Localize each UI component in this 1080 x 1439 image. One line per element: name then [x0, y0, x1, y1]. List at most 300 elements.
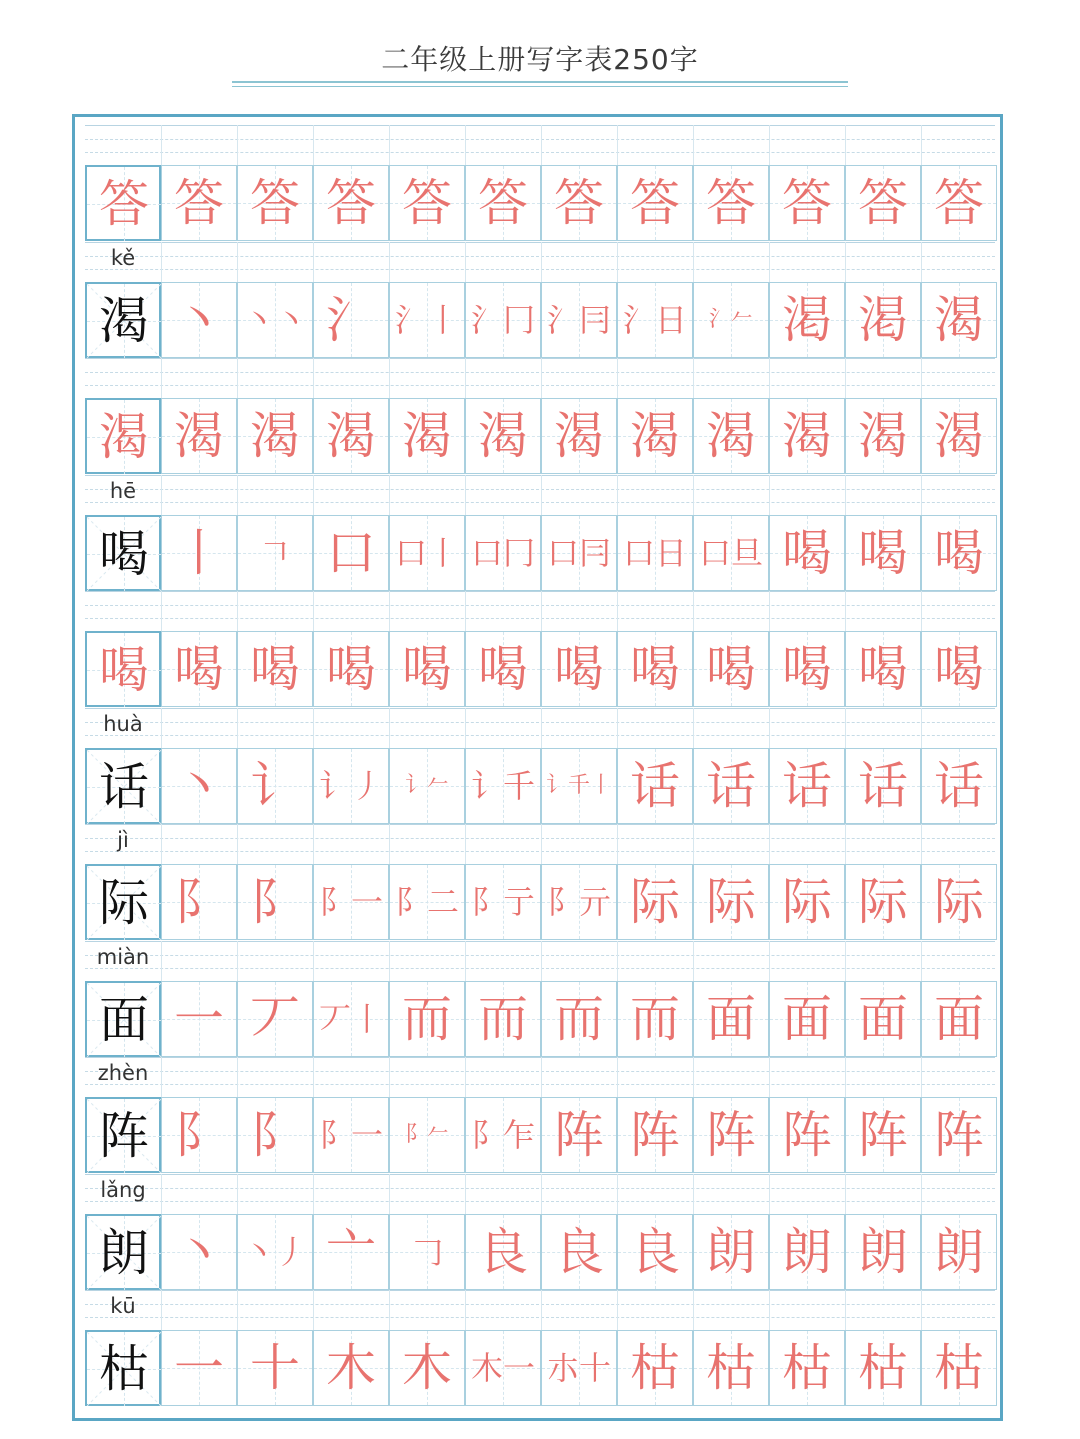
stroke-order-cell: [617, 1097, 693, 1173]
pinyin-divider: [389, 1174, 390, 1214]
pinyin-divider: [465, 1057, 466, 1097]
stroke-order-cell: [389, 282, 465, 358]
stroke-step-character: 际: [706, 873, 756, 931]
pinyin-divider: [845, 475, 846, 515]
stroke-step-character: 渇: [782, 290, 832, 349]
stroke-order-cell: [161, 515, 237, 591]
stroke-step-character: 木一: [470, 1349, 535, 1387]
pinyin-guide-line: [85, 824, 995, 825]
pinyin-divider: [693, 242, 694, 282]
stroke-step-character: 答: [402, 174, 452, 232]
stroke-step-character: 渴: [934, 290, 984, 349]
stroke-step-character: 氵丨: [394, 300, 459, 339]
stroke-step-character: 氵: [326, 290, 376, 349]
pinyin-guide-line: [85, 1201, 995, 1202]
stroke-step-character: 丶丿: [242, 1232, 307, 1271]
pinyin-divider: [921, 708, 922, 748]
pinyin-divider: [389, 591, 390, 631]
stroke-order-cell: [237, 398, 313, 474]
stroke-order-cell: [161, 398, 237, 474]
stroke-order-cell: [921, 748, 997, 824]
stroke-step-character: 朗: [706, 1222, 756, 1281]
stroke-order-cell: [693, 515, 769, 591]
model-character: 话: [99, 757, 149, 816]
model-character-cell: [85, 1097, 161, 1173]
stroke-order-cell: [921, 981, 997, 1057]
stroke-order-cell: [237, 1330, 313, 1406]
stroke-order-cell: [389, 515, 465, 591]
pinyin-divider: [237, 941, 238, 981]
pinyin-divider: [313, 1057, 314, 1097]
stroke-order-cell: [845, 1097, 921, 1173]
pinyin-divider: [769, 475, 770, 515]
stroke-order-cell: [465, 1330, 541, 1406]
stroke-order-cell: [617, 1330, 693, 1406]
stroke-order-cell: [693, 398, 769, 474]
pinyin-divider: [313, 1290, 314, 1330]
stroke-step-character: 亠: [326, 1222, 376, 1281]
pinyin-guide-line: [85, 1071, 995, 1072]
stroke-order-cell: [617, 1214, 693, 1290]
stroke-step-character: 丶: [174, 756, 224, 815]
pinyin-divider: [389, 824, 390, 864]
pinyin-divider: [541, 1057, 542, 1097]
pinyin-divider: [161, 1290, 162, 1330]
stroke-order-cell: [845, 981, 921, 1057]
model-character: 际: [99, 874, 149, 932]
pinyin-divider: [389, 708, 390, 748]
stroke-order-cell: [541, 748, 617, 824]
pinyin-guide-line: [85, 125, 995, 126]
pinyin-divider: [237, 125, 238, 165]
pinyin-divider: [693, 1290, 694, 1330]
stroke-step-character: 答: [250, 174, 300, 232]
model-character-cell: [85, 981, 161, 1057]
stroke-step-character: 阵: [630, 1106, 680, 1164]
pinyin-guide: [85, 242, 995, 282]
stroke-order-cell: [237, 282, 313, 358]
stroke-order-cell: [313, 515, 389, 591]
model-character-cell: [85, 1214, 161, 1290]
pinyin-divider: [769, 358, 770, 398]
pinyin-divider: [237, 1290, 238, 1330]
stroke-step-character: 枯: [630, 1339, 680, 1397]
stroke-order-cell: [161, 1097, 237, 1173]
pinyin-guide-line: [85, 605, 995, 606]
stroke-order-cell: [845, 515, 921, 591]
stroke-step-character: 阝: [250, 873, 300, 931]
pinyin-divider: [541, 242, 542, 282]
pinyin-label: zhèn: [97, 1061, 149, 1085]
pinyin-divider: [161, 125, 162, 165]
stroke-order-cell: [769, 1214, 845, 1290]
pinyin-guide-line: [85, 1084, 995, 1085]
stroke-order-cell: [845, 398, 921, 474]
stroke-step-character: 话: [630, 756, 680, 815]
stroke-order-cell: [465, 1214, 541, 1290]
stroke-step-character: 丆丨: [318, 999, 383, 1038]
stroke-order-cell: [541, 631, 617, 707]
pinyin-guide-line: [85, 256, 995, 257]
pinyin-divider: [693, 1174, 694, 1214]
pinyin-divider: [769, 1057, 770, 1097]
stroke-step-character: 良: [478, 1222, 528, 1281]
pinyin-divider: [465, 708, 466, 748]
stroke-step-character: 𠃍: [258, 533, 291, 572]
stroke-step-character: 际: [630, 873, 680, 931]
model-character: 朗: [99, 1223, 149, 1282]
stroke-step-character: 丶: [174, 1222, 224, 1281]
pinyin-divider: [161, 708, 162, 748]
stroke-step-character: 阝: [174, 1106, 224, 1164]
pinyin-divider: [845, 591, 846, 631]
model-character-cell: [85, 748, 161, 824]
title-underline-thin: [232, 86, 848, 87]
stroke-order-cell: [313, 165, 389, 241]
stroke-order-cell: [313, 1330, 389, 1406]
stroke-step-character: 喝: [858, 640, 908, 698]
model-character: 答: [99, 175, 149, 233]
stroke-step-character: 朗: [858, 1222, 908, 1281]
model-character: 渴: [99, 291, 149, 350]
pinyin-divider: [465, 591, 466, 631]
stroke-order-cell: [617, 515, 693, 591]
pinyin-guide-line: [85, 269, 995, 270]
stroke-step-character: 渴: [174, 407, 224, 465]
pinyin-divider: [313, 708, 314, 748]
pinyin-label: hē: [109, 478, 137, 503]
stroke-step-character: 丨: [174, 523, 224, 582]
stroke-step-character: 话: [706, 756, 756, 815]
stroke-step-character: 渇: [858, 290, 908, 349]
model-character-cell: [85, 864, 161, 940]
stroke-order-cell: [541, 1214, 617, 1290]
pinyin-divider: [617, 358, 618, 398]
pinyin-divider: [921, 242, 922, 282]
stroke-order-cell: [237, 1097, 313, 1173]
pinyin-guide: [85, 824, 995, 864]
stroke-order-cell: [237, 1214, 313, 1290]
stroke-step-character: 阵: [554, 1106, 604, 1164]
stroke-order-cell: [237, 631, 313, 707]
stroke-order-cell: [389, 1097, 465, 1173]
stroke-order-cell: [161, 981, 237, 1057]
stroke-step-character: 口日: [622, 533, 687, 572]
stroke-step-character: 渴: [630, 407, 680, 465]
pinyin-divider: [237, 1174, 238, 1214]
model-character-cell: [85, 515, 161, 591]
pinyin-divider: [617, 941, 618, 981]
pinyin-divider: [541, 125, 542, 165]
stroke-step-character: 阝: [250, 1106, 300, 1164]
pinyin-divider: [541, 708, 542, 748]
stroke-order-cell: [161, 631, 237, 707]
model-character-cell: [85, 1330, 161, 1406]
pinyin-divider: [693, 358, 694, 398]
stroke-step-character: 喝: [934, 523, 984, 582]
pinyin-divider: [845, 708, 846, 748]
stroke-step-character: 际: [934, 873, 984, 931]
pinyin-divider: [845, 941, 846, 981]
stroke-step-character: 而: [554, 989, 604, 1048]
stroke-order-cell: [389, 864, 465, 940]
stroke-step-character: 面: [934, 989, 984, 1048]
stroke-order-cell: [769, 398, 845, 474]
stroke-order-cell: [693, 631, 769, 707]
pinyin-guide-line: [85, 139, 995, 140]
stroke-step-character: 话: [858, 756, 908, 815]
pinyin-label: miàn: [96, 944, 150, 969]
pinyin-divider: [465, 242, 466, 282]
stroke-order-cell: [313, 398, 389, 474]
pinyin-divider: [313, 475, 314, 515]
stroke-order-cell: [161, 165, 237, 241]
pinyin-divider: [921, 125, 922, 165]
character-grid-row: [85, 748, 995, 824]
pinyin-divider: [845, 1290, 846, 1330]
stroke-order-cell: [313, 1214, 389, 1290]
pinyin-label: kě: [110, 245, 136, 270]
pinyin-divider: [465, 475, 466, 515]
model-character: 渴: [99, 408, 149, 466]
pinyin-guide-line: [85, 941, 995, 942]
pinyin-divider: [617, 1057, 618, 1097]
pinyin-divider: [541, 1174, 542, 1214]
pinyin-divider: [693, 475, 694, 515]
pinyin-divider: [617, 591, 618, 631]
stroke-order-cell: [161, 1330, 237, 1406]
pinyin-divider: [693, 708, 694, 748]
pinyin-guide-line: [85, 372, 995, 373]
pinyin-guide: [85, 591, 995, 631]
pinyin-guide: [85, 125, 995, 165]
pinyin-guide-line: [85, 722, 995, 723]
stroke-order-cell: [237, 864, 313, 940]
model-character: 枯: [99, 1340, 149, 1398]
pinyin-divider: [617, 1290, 618, 1330]
stroke-step-character: 良: [630, 1222, 680, 1281]
stroke-step-character: 讠千: [470, 766, 535, 805]
pinyin-divider: [617, 475, 618, 515]
stroke-order-cell: [617, 631, 693, 707]
pinyin-guide: [85, 1290, 995, 1330]
pinyin-divider: [465, 824, 466, 864]
stroke-order-cell: [617, 398, 693, 474]
pinyin-divider: [921, 1174, 922, 1214]
stroke-order-cell: [389, 981, 465, 1057]
stroke-step-character: 际: [858, 873, 908, 931]
stroke-step-character: 而: [402, 989, 452, 1048]
pinyin-divider: [921, 1057, 922, 1097]
stroke-order-cell: [769, 1330, 845, 1406]
stroke-step-character: 讠: [250, 756, 300, 815]
stroke-step-character: 际: [782, 873, 832, 931]
character-grid-row: [85, 864, 995, 940]
pinyin-divider: [541, 1290, 542, 1330]
stroke-step-character: 口冃: [546, 533, 611, 572]
pinyin-divider: [237, 708, 238, 748]
stroke-order-cell: [389, 1330, 465, 1406]
pinyin-guide: [85, 475, 995, 515]
stroke-step-character: 喝: [250, 640, 300, 698]
stroke-order-cell: [693, 1330, 769, 1406]
stroke-order-cell: [465, 631, 541, 707]
stroke-step-character: 答: [326, 174, 376, 232]
stroke-order-cell: [693, 1097, 769, 1173]
pinyin-divider: [465, 1290, 466, 1330]
pinyin-divider: [541, 591, 542, 631]
stroke-step-character: 朩十: [546, 1349, 611, 1387]
stroke-step-character: 答: [858, 174, 908, 232]
pinyin-divider: [769, 824, 770, 864]
pinyin-divider: [845, 242, 846, 282]
stroke-order-cell: [693, 864, 769, 940]
stroke-step-character: 阵: [858, 1106, 908, 1164]
stroke-step-character: 口: [326, 523, 376, 582]
pinyin-guide-line: [85, 152, 995, 153]
stroke-step-character: 阵: [706, 1106, 756, 1164]
stroke-order-cell: [541, 1330, 617, 1406]
pinyin-divider: [465, 125, 466, 165]
pinyin-divider: [845, 125, 846, 165]
pinyin-divider: [769, 125, 770, 165]
stroke-step-character: 答: [554, 174, 604, 232]
stroke-step-character: 喝: [402, 640, 452, 698]
stroke-step-character: 渴: [250, 407, 300, 465]
stroke-step-character: 阝一: [318, 883, 383, 921]
stroke-order-cell: [693, 1214, 769, 1290]
stroke-order-cell: [313, 981, 389, 1057]
pinyin-guide-line: [85, 838, 995, 839]
stroke-order-cell: [921, 515, 997, 591]
stroke-order-cell: [237, 515, 313, 591]
stroke-step-character: 一: [174, 1339, 224, 1397]
pinyin-divider: [769, 1174, 770, 1214]
stroke-order-cell: [389, 398, 465, 474]
pinyin-divider: [693, 941, 694, 981]
stroke-order-cell: [465, 1097, 541, 1173]
stroke-order-cell: [541, 864, 617, 940]
stroke-step-character: 喝: [326, 640, 376, 698]
pinyin-divider: [313, 824, 314, 864]
stroke-step-character: 氵𠂉: [708, 306, 753, 332]
stroke-order-cell: [769, 1097, 845, 1173]
stroke-order-cell: [161, 864, 237, 940]
stroke-order-cell: [693, 981, 769, 1057]
stroke-order-cell: [693, 748, 769, 824]
pinyin-divider: [465, 358, 466, 398]
pinyin-label: jì: [117, 828, 129, 852]
stroke-order-cell: [389, 748, 465, 824]
stroke-order-cell: [465, 282, 541, 358]
stroke-step-character: 答: [782, 174, 832, 232]
model-character-cell: [85, 165, 161, 241]
stroke-order-cell: [845, 631, 921, 707]
pinyin-guide-line: [85, 475, 995, 476]
stroke-step-character: 木: [326, 1339, 376, 1397]
stroke-step-character: 十: [250, 1339, 300, 1397]
pinyin-divider: [313, 941, 314, 981]
stroke-step-character: 渴: [934, 407, 984, 465]
stroke-step-character: 渴: [326, 407, 376, 465]
pinyin-divider: [921, 358, 922, 398]
stroke-order-cell: [541, 1097, 617, 1173]
pinyin-guide-line: [85, 1304, 995, 1305]
stroke-step-character: 喝: [706, 640, 756, 698]
stroke-step-character: 氵冂: [470, 300, 535, 339]
stroke-step-character: 口丨: [394, 533, 459, 572]
stroke-step-character: 面: [706, 989, 756, 1048]
pinyin-divider: [845, 1174, 846, 1214]
stroke-order-cell: [313, 631, 389, 707]
character-grid-row: [85, 1097, 995, 1173]
stroke-order-cell: [465, 398, 541, 474]
practice-sheet: [72, 114, 1003, 1421]
model-character-cell: [85, 398, 161, 474]
pinyin-divider: [921, 591, 922, 631]
stroke-order-cell: [769, 165, 845, 241]
stroke-step-character: 丶: [174, 290, 224, 349]
stroke-order-cell: [921, 398, 997, 474]
pinyin-guide-line: [85, 242, 995, 243]
stroke-step-character: 渴: [478, 407, 528, 465]
model-character: 喝: [99, 641, 149, 699]
stroke-step-character: 阝亓: [546, 883, 611, 921]
stroke-step-character: 喝: [630, 640, 680, 698]
pinyin-divider: [693, 125, 694, 165]
pinyin-divider: [617, 1174, 618, 1214]
pinyin-divider: [389, 475, 390, 515]
stroke-order-cell: [921, 282, 997, 358]
pinyin-divider: [541, 824, 542, 864]
pinyin-guide-line: [85, 1174, 995, 1175]
pinyin-divider: [769, 708, 770, 748]
stroke-step-character: 讠千丨: [545, 772, 612, 798]
pinyin-divider: [389, 242, 390, 282]
pinyin-divider: [313, 1174, 314, 1214]
pinyin-divider: [921, 941, 922, 981]
character-grid-row: [85, 1214, 995, 1290]
pinyin-divider: [389, 941, 390, 981]
pinyin-guide-line: [85, 708, 995, 709]
pinyin-guide: [85, 358, 995, 398]
stroke-order-cell: [921, 1330, 997, 1406]
pinyin-divider: [313, 125, 314, 165]
pinyin-divider: [465, 1174, 466, 1214]
stroke-step-character: 枯: [782, 1339, 832, 1397]
stroke-order-cell: [921, 1097, 997, 1173]
pinyin-divider: [161, 824, 162, 864]
stroke-step-character: 答: [630, 174, 680, 232]
character-grid-row: [85, 1330, 995, 1406]
stroke-order-cell: [389, 1214, 465, 1290]
pinyin-guide-line: [85, 735, 995, 736]
stroke-step-character: 氵冃: [546, 300, 611, 339]
pinyin-guide-line: [85, 591, 995, 592]
pinyin-divider: [389, 358, 390, 398]
pinyin-divider: [845, 824, 846, 864]
stroke-step-character: 氵日: [622, 300, 687, 339]
stroke-step-character: 话: [934, 756, 984, 815]
pinyin-divider: [617, 242, 618, 282]
stroke-step-character: 而: [478, 989, 528, 1048]
stroke-step-character: 阝亍: [470, 883, 535, 921]
pinyin-guide-line: [85, 968, 995, 969]
pinyin-divider: [237, 475, 238, 515]
stroke-step-character: 阵: [934, 1106, 984, 1164]
stroke-step-character: 喝: [478, 640, 528, 698]
stroke-step-character: 阝乍: [470, 1116, 535, 1154]
